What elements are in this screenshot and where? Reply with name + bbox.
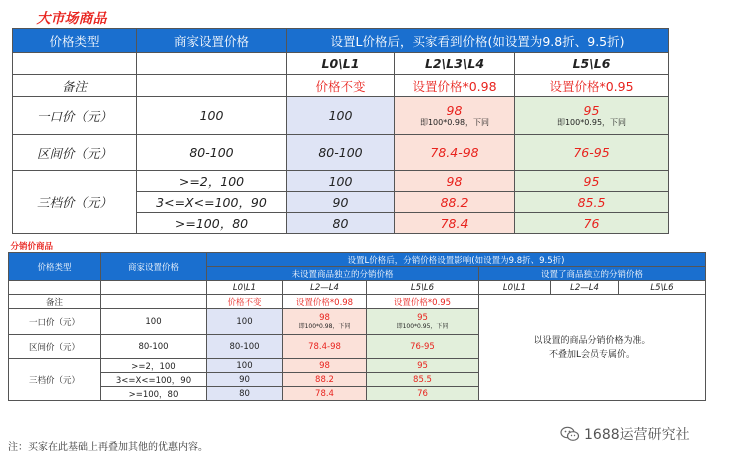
remark-l2: 设置价格*0.98 <box>283 295 367 309</box>
wechat-icon <box>560 426 580 442</box>
tier-l2: 78.4 <box>283 387 367 401</box>
range-merchant: 80-100 <box>137 135 287 171</box>
tier-l0: 100 <box>287 171 395 192</box>
tier-l2: 78.4 <box>395 213 515 234</box>
range-l0: 80-100 <box>287 135 395 171</box>
merchant-price-header: 商家设置价格 <box>101 253 207 281</box>
one-price-l0: 100 <box>287 97 395 135</box>
watermark <box>560 424 690 444</box>
tier-merchant: >=2，100 <box>137 171 287 192</box>
level-l5-header: L5\L6 <box>515 53 669 75</box>
tier-l2: 88.2 <box>283 373 367 387</box>
range-l2: 78.4-98 <box>283 335 367 359</box>
distribution-effect-header: 设置L价格后，分销价格设置影响(如设置为9.8折、9.5折) <box>207 253 706 267</box>
market-table-title: 大市场商品 <box>13 8 669 29</box>
group-set-header: 设置了商品独立的分销价格 <box>479 267 706 281</box>
empty-cell <box>137 53 287 75</box>
one-price-l5: 95 <box>583 103 600 118</box>
price-type-header: 价格类型 <box>13 29 137 53</box>
one-price-label: 一口价（元） <box>9 309 101 335</box>
group-not-set-header: 未设置商品独立的分销价格 <box>207 267 479 281</box>
one-price-l5-note: 即100*0.95，下同 <box>556 118 627 127</box>
tier-l0: 90 <box>287 192 395 213</box>
tier-l2: 98 <box>395 171 515 192</box>
footnote: 注：买家在此基础上再叠加其他的优惠内容。 <box>8 442 208 453</box>
range-label: 区间价（元） <box>9 335 101 359</box>
one-price-l2-note: 即100*0.98，下同 <box>298 322 351 330</box>
empty-cell <box>13 53 137 75</box>
level-l2-header: L2\L3\L4 <box>395 53 515 75</box>
remark-label: 备注 <box>9 295 101 309</box>
range-label: 区间价（元） <box>13 135 137 171</box>
right-note-cell <box>479 295 706 401</box>
level-l2-header: L2—L4 <box>551 281 619 295</box>
one-price-l5-note: 即100*0.95，下同 <box>396 322 449 330</box>
tier-merchant: >=2，100 <box>101 359 207 373</box>
tier-l0: 80 <box>287 213 395 234</box>
tier-l5: 85.5 <box>515 192 669 213</box>
level-l2-header: L2—L4 <box>283 281 367 295</box>
tier-l0: 100 <box>207 359 283 373</box>
tier-l5: 95 <box>367 359 479 373</box>
tier-label: 三档价（元） <box>13 171 137 234</box>
empty-cell <box>101 295 207 309</box>
one-price-l2: 98 <box>446 103 463 118</box>
range-l5: 76-95 <box>367 335 479 359</box>
one-price-l2-cell <box>395 97 515 135</box>
range-merchant: 80-100 <box>101 335 207 359</box>
level-l0-header: L0\L1 <box>479 281 551 295</box>
one-price-label: 一口价（元） <box>13 97 137 135</box>
level-l0-header: L0\L1 <box>207 281 283 295</box>
range-l2: 78.4-98 <box>395 135 515 171</box>
right-note-line1: 以设置的商品分销价格为准。 <box>533 335 651 346</box>
tier-merchant: 3<=X<=100，90 <box>137 192 287 213</box>
remark-l0: 价格不变 <box>287 75 395 97</box>
remark-l5: 设置价格*0.95 <box>515 75 669 97</box>
tier-merchant: >=100，80 <box>137 213 287 234</box>
level-l0-header: L0\L1 <box>287 53 395 75</box>
empty-cell <box>9 281 101 295</box>
distribution-price-table <box>8 240 706 401</box>
remark-label: 备注 <box>13 75 137 97</box>
level-l5-header: L5\L6 <box>619 281 706 295</box>
tier-merchant: >=100，80 <box>101 387 207 401</box>
tier-l5: 95 <box>515 171 669 192</box>
remark-l0: 价格不变 <box>207 295 283 309</box>
one-price-l0: 100 <box>207 309 283 335</box>
tier-label: 三档价（元） <box>9 359 101 401</box>
tier-l0: 90 <box>207 373 283 387</box>
tier-l0: 80 <box>207 387 283 401</box>
tier-l5: 76 <box>367 387 479 401</box>
remark-l5: 设置价格*0.95 <box>367 295 479 309</box>
merchant-price-header: 商家设置价格 <box>137 29 287 53</box>
price-type-header: 价格类型 <box>9 253 101 281</box>
tier-merchant: 3<=X<=100，90 <box>101 373 207 387</box>
empty-cell <box>101 281 207 295</box>
one-price-l5-cell <box>367 309 479 335</box>
tier-l2: 98 <box>283 359 367 373</box>
level-l5-header: L5\L6 <box>367 281 479 295</box>
range-l5: 76-95 <box>515 135 669 171</box>
distribution-table-title: 分销价商品 <box>9 240 706 253</box>
one-price-l5: 95 <box>417 312 428 323</box>
range-l0: 80-100 <box>207 335 283 359</box>
tier-l5: 85.5 <box>367 373 479 387</box>
watermark-text: 1688运营研究社 <box>584 427 690 443</box>
one-price-l2: 98 <box>319 312 330 323</box>
one-price-l2-cell <box>283 309 367 335</box>
buyer-price-header: 设置L价格后，买家看到价格(如设置为9.8折、9.5折) <box>287 29 669 53</box>
empty-cell <box>137 75 287 97</box>
one-price-merchant: 100 <box>137 97 287 135</box>
tier-l5: 76 <box>515 213 669 234</box>
tier-l2: 88.2 <box>395 192 515 213</box>
one-price-merchant: 100 <box>101 309 207 335</box>
market-price-table <box>12 8 669 234</box>
remark-l2: 设置价格*0.98 <box>395 75 515 97</box>
right-note-line2: 不叠加L会员专属价。 <box>549 349 636 360</box>
one-price-l2-note: 即100*0.98，下同 <box>419 118 490 127</box>
one-price-l5-cell <box>515 97 669 135</box>
